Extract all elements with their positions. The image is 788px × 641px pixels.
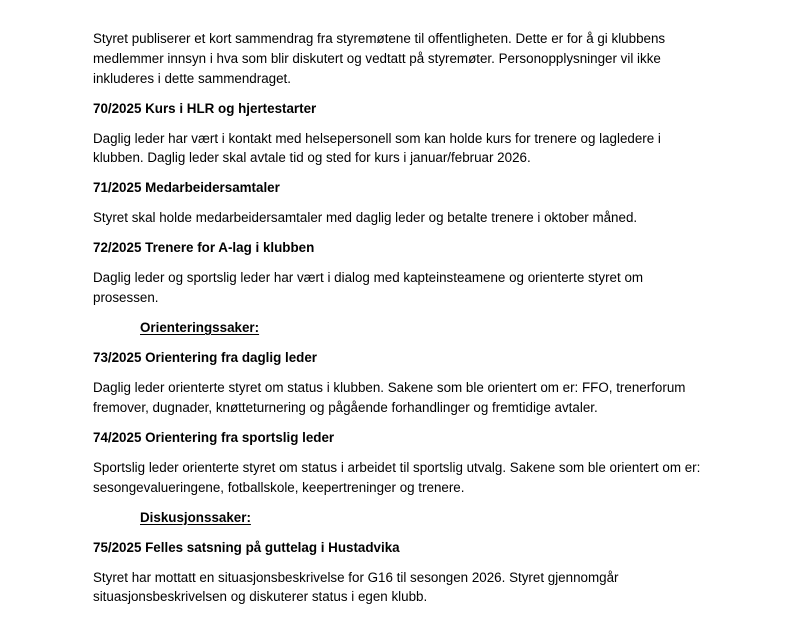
item-body-70: Daglig leder har vært i kontakt med helsepersonell som kan holde kurs for trenere og lagledere i klubben. Daglig leder skal avtale tid og sted for kurs i januar/februar 2026. xyxy=(93,130,661,166)
item-heading-74: 74/2025 Orientering fra sportslig leder xyxy=(93,429,335,445)
item-body-73: Daglig leder orienterte styret om status i klubben. Sakene som ble orientert om er: FFO, trenerforum fremover, dugnader, knøtteturnering og pågående forhandlinger og fremtidige avtaler. xyxy=(93,380,686,415)
item-heading-75: 75/2025 Felles satsning på guttelag i Hustadvika xyxy=(93,539,400,555)
item-heading-71: 71/2025 Medarbeidersamtaler xyxy=(93,180,280,196)
item-body-72: Daglig leder og sportslig leder har vært i dialog med kapteinsteamene og orienterte styret om prosessen. xyxy=(93,270,644,306)
section-heading-diskusjon: Diskusjonssaker: xyxy=(140,509,251,525)
document-body xyxy=(93,29,703,617)
item-body-74: Sportslig leder orienterte styret om status i arbeidet til sportslig utvalg. Sakene som ble orientert om er: sesongevalueringene, fotballskole, keepertreninger og trenere. xyxy=(93,459,701,495)
item-heading-73: 73/2025 Orientering fra daglig leder xyxy=(93,350,318,366)
item-body-71: Styret skal holde medarbeidersamtaler med daglig leder og betalte trenere i oktober måned. xyxy=(93,210,638,226)
item-body-75: Styret har mottatt en situasjonsbeskrivelse for G16 til sesongen 2026. Styret gjennomgår situasjonsbeskrivelsen og diskuterer status i egen klubb. xyxy=(93,569,619,605)
item-heading-70: 70/2025 Kurs i HLR og hjertestarter xyxy=(93,100,317,116)
item-heading-72: 72/2025 Trenere for A-lag i klubben xyxy=(93,240,315,256)
intro-paragraph: Styret publiserer et kort sammendrag fra styremøtene til offentligheten. Dette er for å gi klubbens medlemmer innsyn i hva som blir diskutert og vedtatt på styremøter. Personopplysninger vil ikke inkluderes i dette sammendraget. xyxy=(93,31,666,86)
section-heading-orientering: Orienteringssaker: xyxy=(140,320,260,336)
